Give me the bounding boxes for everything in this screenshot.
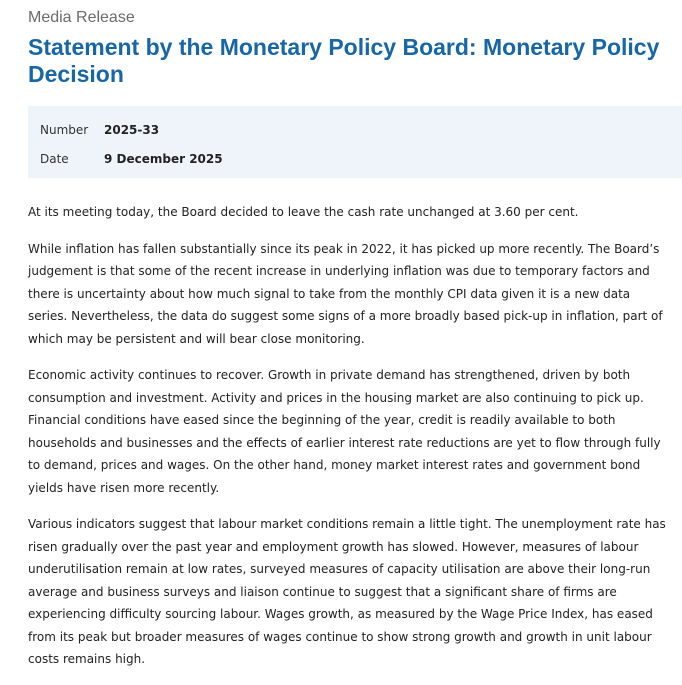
release-date-value: 9 December 2025 — [104, 152, 223, 166]
release-number-value: 2025-33 — [104, 123, 160, 137]
body-paragraph: At its meeting today, the Board decided to leave the cash rate unchanged at 3.60 per cent. — [28, 205, 579, 219]
release-date-label: Date — [40, 152, 69, 166]
statement-body — [28, 201, 668, 685]
release-metadata-box — [28, 106, 682, 178]
body-paragraph: Economic activity continues to recover. Growth in private demand has strengthened, driven by both consumption and investment. Activity and prices in the housing market are also continuing to pick up. Financial conditions have eased since the beginning of the year, credit is readily available to both households and businesses and the effects of earlier interest rate reductions are yet to flow through fully to demand, prices and wages. On the other hand, money market interest rates and government bond yields have risen more recently. — [28, 368, 661, 495]
release-number-label: Number — [40, 123, 89, 137]
page-title: Statement by the Monetary Policy Board: Monetary Policy Decision — [28, 34, 660, 87]
media-release-label: Media Release — [28, 9, 135, 26]
release-date-row — [40, 151, 223, 167]
body-paragraph: While inflation has fallen substantially since its peak in 2022, it has picked up more recently. The Board’s judgement is that some of the recent increase in underlying inflation was due to temporary factors and there is uncertainty about how much signal to take from the monthly CPI data given it is a new data series. Nevertheless, the data do suggest some signs of a more broadly based pick-up in inflation, part of which may be persistent and will bear close monitoring. — [28, 241, 663, 346]
release-number-row — [40, 122, 159, 138]
body-paragraph: Various indicators suggest that labour market conditions remain a little tight. The unemployment rate has risen gradually over the past year and employment growth has slowed. However, measures of labour underutilisation remain at low rates, surveyed measures of capacity utilisation are above their long-run average and business surveys and liaison continue to suggest that a significant share of firms are experiencing difficulty sourcing labour. Wages growth, as measured by the Wage Price Index, has eased from its peak but broader measures of wages continue to show strong growth and growth in unit labour costs remains high. — [28, 517, 666, 666]
